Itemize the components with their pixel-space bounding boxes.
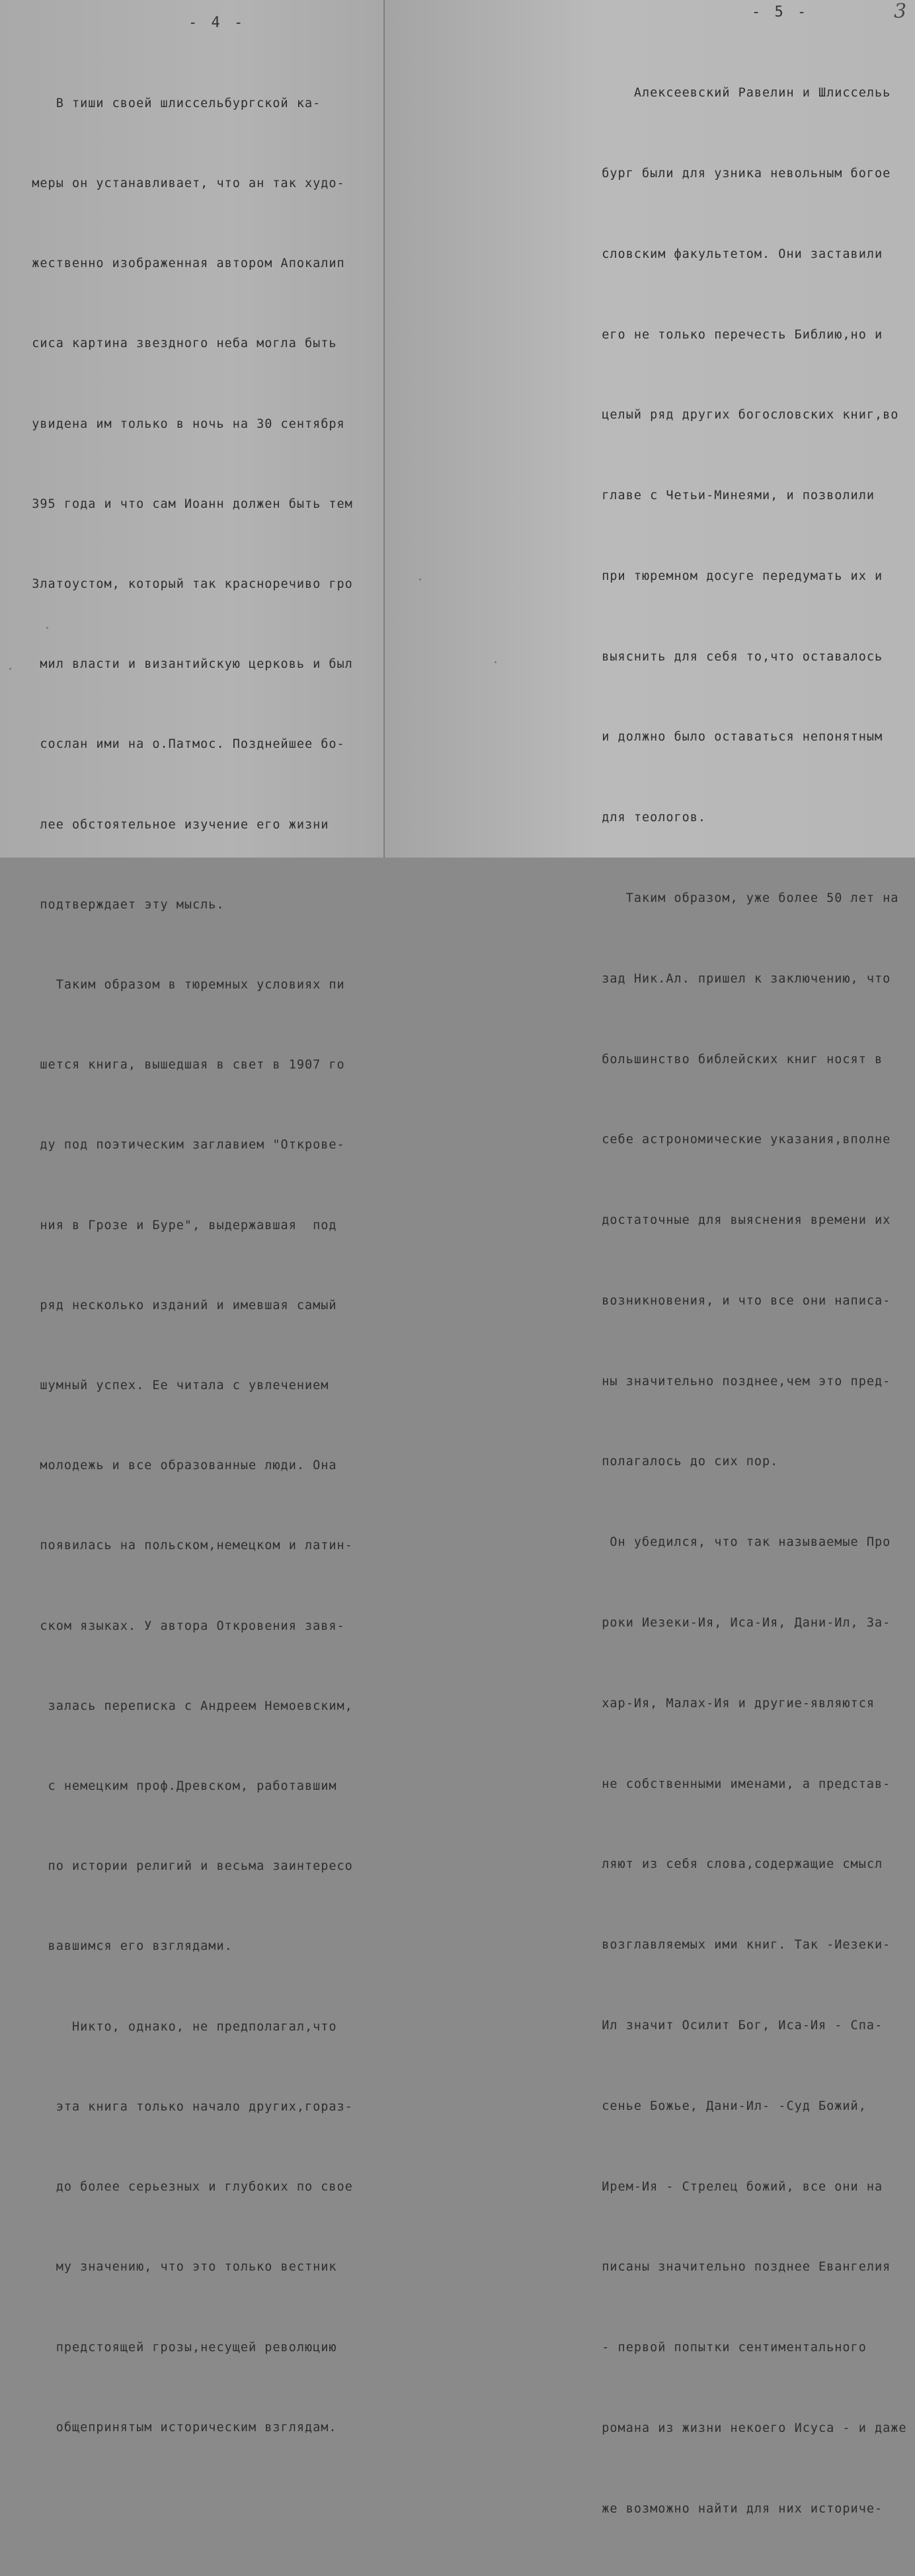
text-line: при тюремном досуге передумать их и (586, 569, 883, 583)
text-line: предстоящей грозы,несущей революцию (16, 2340, 337, 2355)
page-number: - 4 - (188, 15, 246, 31)
text-line: шется книга, вышедшая в свет в 1907 го (16, 1058, 345, 1072)
text-line: ляют из себя слова,содержащие смысл (586, 1857, 883, 1872)
text-line: ду под поэтическим заглавием "Открове- (16, 1138, 345, 1152)
text-line: лее обстоятельное изучение его жизни (16, 817, 329, 832)
text-line: достаточные для выяснения времени их (586, 1213, 891, 1228)
text-line: полагалось до сих пор. (586, 1455, 779, 1469)
text-line: выяснить для себя то,что оставалось (586, 649, 883, 664)
text-line: Таким образом в тюремных условиях пи (16, 978, 345, 992)
text-line: появилась на польском,немецком и латин- (16, 1539, 353, 1553)
text-line: увидена им только в ночь на 30 сентября (16, 417, 345, 431)
text-line: хар-Ия, Малах-Ия и другие-являются (586, 1696, 875, 1711)
scan-speck (46, 627, 48, 629)
text-line: с немецким проф.Древском, работавшим (16, 1779, 337, 1794)
text-line: меры он устанавливает, что ан так худо- (16, 177, 345, 191)
right-page (385, 0, 915, 2516)
text-line: зад Ник.Ал. пришел к заключению, что (586, 971, 891, 986)
text-line: словским факультетом. Они заставили (586, 247, 883, 261)
text-line: романа из жизни некоего Исуса - и даже (586, 2421, 907, 2435)
text-line: ском языках. У автора Откровения завя- (16, 1619, 345, 1633)
text-line: му значению, что это только вестник (16, 2260, 337, 2274)
archive-folio-mark: 3 (894, 0, 907, 23)
text-line: не собственными именами, а представ- (586, 1777, 891, 1791)
scan-speck (495, 661, 497, 663)
text-line: молодежь и все образованные люди. Она (16, 1459, 337, 1473)
right-page-text (586, 26, 907, 2576)
text-line: целый ряд других богословских книг,во (586, 408, 899, 423)
text-line: подтверждает эту мысль. (16, 897, 225, 912)
text-line: вавшимся его взглядами. (16, 1939, 233, 1954)
text-line: В тиши своей шлиссельбургской ка- (16, 96, 321, 110)
text-line: писаны значительно позднее Евангелия (586, 2260, 891, 2274)
text-line: - первой попытки сентиментального (586, 2341, 867, 2355)
text-line: Ирем-Ия - Стрелец божий, все они на (586, 2179, 883, 2194)
left-page-text (16, 37, 353, 2495)
text-line: Златоустом, который так красноречиво гро (16, 577, 353, 592)
text-line: главе с Четьи-Минеями, и позволили (586, 489, 875, 503)
text-line: до более серьезных и глубоких по свое (16, 2180, 353, 2194)
text-line: жественно изображенная автором Апокалип (16, 257, 345, 271)
text-line: сиса картина звездного неба могла быть (16, 337, 337, 351)
text-line: Он убедился, что так называемые Про (586, 1535, 891, 1550)
page-number: - 5 - (752, 4, 809, 20)
text-line: ны значительно позднее,чем это пред- (586, 1374, 891, 1389)
text-line: возникновения, и что все они написа- (586, 1293, 891, 1308)
text-line: Таким образом, уже более 50 лет на (586, 891, 899, 905)
text-line: роки Иезеки-Ия, Иса-Ия, Дани-Ил, За- (586, 1616, 891, 1630)
text-line: ряд несколько изданий и имевшая самый (16, 1298, 337, 1312)
text-line: себе астрономические указания,вполне (586, 1133, 891, 1147)
text-line: залась переписка с Андреем Немоевским, (16, 1699, 353, 1713)
text-line: эта книга только начало других,гораз- (16, 2099, 353, 2114)
text-line: мил власти и византийскую церковь и был (16, 657, 353, 672)
text-line: сослан ими на о.Патмос. Позднейшее бо- (16, 737, 345, 752)
text-line: большинство библейских книг носят в (586, 1052, 883, 1067)
text-line: Алексеевский Равелин и Шлиссельь (586, 86, 891, 101)
text-line: Ил значит Осилит Бог, Иса-Ия - Спа- (586, 2018, 883, 2033)
scan-speck (419, 579, 421, 581)
text-line: 395 года и что сам Иоанн должен быть тем (16, 497, 353, 511)
text-line: Никто, однако, не предполагал,что (16, 2019, 337, 2034)
text-line: общепринятым историческим взглядам. (16, 2420, 337, 2435)
text-line: шумный успех. Ее читала с увлечением (16, 1379, 329, 1393)
text-line: и должно было оставаться непонятным (586, 730, 883, 745)
left-page (0, 0, 385, 2435)
text-line: же возможно найти для них историче- (586, 2501, 883, 2516)
text-line: сенье Божье, Дани-Ил- -Суд Божий, (586, 2099, 867, 2113)
text-line: по истории религий и весьма заинтересо (16, 1859, 353, 1874)
text-line: его не только перечесть Библию,но и (586, 327, 883, 342)
text-line: для теологов. (586, 811, 707, 825)
scan-speck (9, 668, 11, 670)
text-line: ния в Грозе и Буре", выдержавшая под (16, 1218, 337, 1232)
text-line: бург были для узника невольным богое (586, 166, 891, 181)
text-line: возглавляемых ими книг. Так -Иезеки- (586, 1938, 891, 1952)
